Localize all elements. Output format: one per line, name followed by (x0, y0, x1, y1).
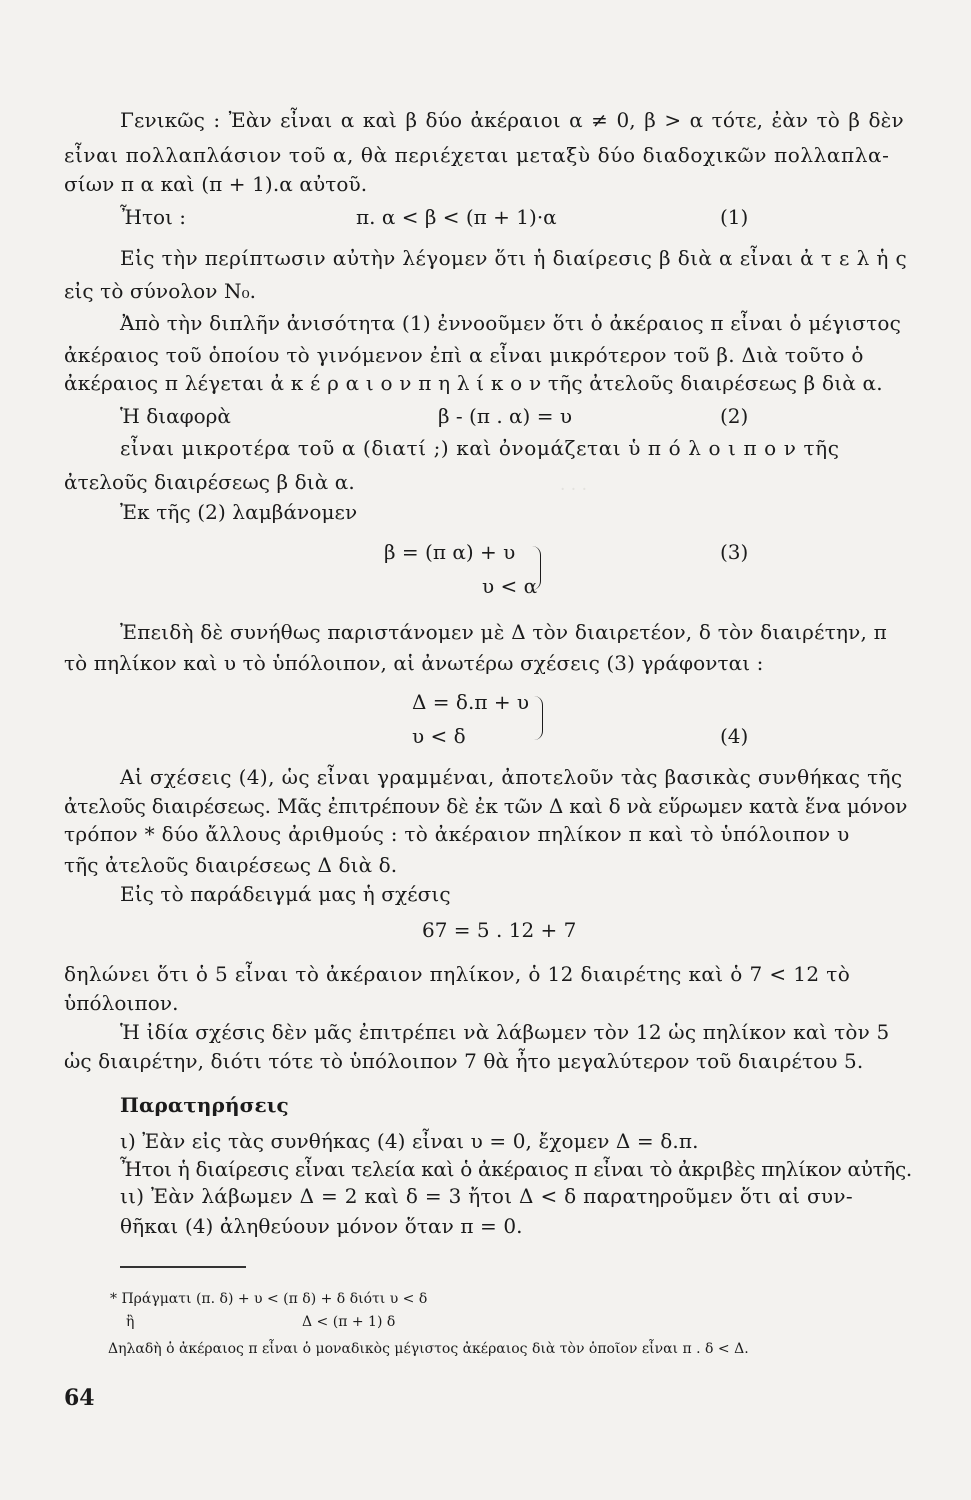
text-line: τὸ πηλίκον καὶ υ τὸ ὑπόλοιπον, αἱ ἀνωτέρω σχέσεις (3) γράφονται : (64, 651, 764, 675)
text-line: ὡς διαιρέτην, διότι τότε τὸ ὑπόλοιπον 7 θὰ ἦτο μεγαλύτερον τοῦ διαιρέτου 5. (64, 1049, 864, 1073)
text-line: ιι) Ἐὰν λάβωμεν Δ = 2 καὶ δ = 3 ἤτοι Δ < δ παρατηροῦμεν ὅτι αἱ συν- (120, 1184, 853, 1208)
text-line: Ἡ ἰδία σχέσις δὲν μᾶς ἐπιτρέπει νὰ λάβωμεν τὸν 12 ὡς πηλίκον καὶ τὸν 5 (120, 1020, 890, 1044)
page-number: 64 (64, 1385, 95, 1411)
text-line: ἀκέραιος τοῦ ὁποίου τὸ γινόμενον ἐπὶ α εἶναι μικρότερον τοῦ β. Διὰ τοῦτο ὁ (64, 343, 864, 367)
text-line: ἀτελοῦς διαιρέσεως. Μᾶς ἐπιτρέπουν δὲ ἐκ τῶν Δ καὶ δ νὰ εὕρωμεν κατὰ ἕνα μόνον (64, 794, 908, 818)
text-line: δηλώνει ὅτι ὁ 5 εἶναι τὸ ἀκέραιον πηλίκον, ὁ 12 διαιρέτης καὶ ὁ 7 < 12 τὸ (64, 962, 851, 986)
footnote-line: ἢ (126, 1314, 135, 1330)
text-line: τῆς ἀτελοῦς διαιρέσεως Δ διὰ δ. (64, 853, 398, 877)
text-line: ἀτελοῦς διαιρέσεως β διὰ α. (64, 470, 355, 494)
text-line: Ἡ διαφορὰ (120, 404, 231, 428)
text-line: Ἐπειδὴ δὲ συνήθως παριστάνομεν μὲ Δ τὸν διαιρετέον, δ τὸν διαιρέτην, π (120, 620, 887, 644)
text-line: εἰς τὸ σύνολον N₀. (64, 279, 257, 303)
footnote-line: * Πράγματι (π. δ) + υ < (π δ) + δ διότι υ < δ (110, 1291, 428, 1307)
text-line: Ἐκ τῆς (2) λαμβάνομεν (120, 500, 358, 524)
formula-inequality: π. α < β < (π + 1)·α (356, 205, 557, 229)
formula-system-line: Δ = δ.π + υ (412, 690, 530, 714)
text-line: εἶναι μικροτέρα τοῦ α (διατί ;) καὶ ὀνομάζεται ὑ π ό λ ο ι π ο ν τῆς (120, 436, 840, 460)
text-line: εἶναι πολλαπλάσιον τοῦ α, θὰ περιέχεται μεταξὺ δύο διαδοχικῶν πολλαπλα- (64, 143, 890, 167)
text-line: Αἱ σχέσεις (4), ὡς εἶναι γραμμέναι, ἀποτελοῦν τὰς βασικὰς συνθήκας τῆς (120, 765, 903, 789)
text-line: θῆκαι (4) ἀληθεύουν μόνον ὅταν π = 0. (120, 1214, 523, 1238)
formula-system-line: υ < δ (412, 724, 466, 748)
right-brace-icon (534, 696, 543, 740)
equation-number: (2) (720, 404, 749, 428)
equation-number: (4) (720, 724, 749, 748)
equation-number: (3) (720, 540, 749, 564)
formula-system-line: υ < α (482, 574, 538, 598)
footnote-separator (120, 1266, 246, 1268)
footnote-line: Δ < (π + 1) δ (302, 1314, 396, 1330)
text-line: Ἀπὸ τὴν διπλῆν ἀνισότητα (1) ἐννοοῦμεν ὅτι ὁ ἀκέραιος π εἶναι ὁ μέγιστος (120, 311, 902, 335)
text-line: Ἦτοι : (120, 205, 186, 229)
formula-example: 67 = 5 . 12 + 7 (422, 918, 577, 942)
text-line: σίων π α καὶ (π + 1).α αὐτοῦ. (64, 172, 368, 196)
text-line: τρόπον * δύο ἄλλους ἀριθμούς : τὸ ἀκέραιον πηλίκον π καὶ τὸ ὑπόλοιπον υ (64, 822, 850, 846)
text-line: Ἦτοι ἡ διαίρεσις εἶναι τελεία καὶ ὁ ἀκέραιος π εἶναι τὸ ἀκριβὲς πηλίκον αὐτῆς. (120, 1157, 912, 1181)
formula-system-line: β = (π α) + υ (384, 540, 516, 564)
footnote-line: Δηλαδὴ ὁ ἀκέραιος π εἶναι ὁ μοναδικὸς μέγιστος ἀκέραιος διὰ τὸν ὁποῖον εἶναι π . δ < Δ. (108, 1341, 749, 1357)
text-line: Εἰς τὴν περίπτωσιν αὐτὴν λέγομεν ὅτι ἡ διαίρεσις β διὰ α εἶναι ἀ τ ε λ ἡ ς (120, 246, 908, 270)
text-line: Εἰς τὸ παράδειγμά μας ἡ σχέσις (120, 882, 451, 906)
equation-number: (1) (720, 205, 749, 229)
text-line: ι) Ἐὰν εἰς τὰς συνθήκας (4) εἶναι υ = 0, ἔχομεν Δ = δ.π. (120, 1129, 699, 1153)
show-through-texture: · · · (560, 480, 588, 500)
text-line: Γενικῶς : Ἐὰν εἶναι α καὶ β δύο ἀκέραιοι α ≠ 0, β > α τότε, ἐὰν τὸ β δὲν (120, 108, 904, 132)
text-line: ὑπόλοιπον. (64, 991, 179, 1015)
text-line: ἀκέραιος π λέγεται ἀ κ έ ρ α ι ο ν π η λ ί κ ο ν τῆς ἀτελοῦς διαιρέσεως β διὰ α. (64, 371, 883, 395)
formula-difference: β - (π . α) = υ (438, 404, 572, 428)
right-brace-icon (532, 546, 541, 590)
section-heading: Παρατηρήσεις (120, 1093, 289, 1117)
